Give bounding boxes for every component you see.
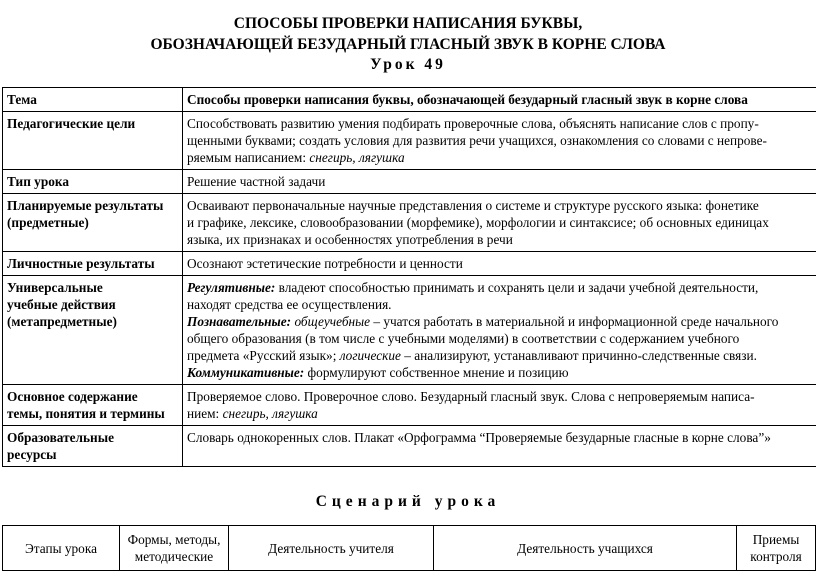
lesson-stages-table [2,525,816,571]
cognitive-line3a: предмета «Русский язык»; [187,348,340,363]
col-header-stages: Этапы урока [3,526,120,571]
table-row [3,170,816,194]
resources-key-line2: ресурсы [7,447,57,462]
table-row [3,194,816,252]
doc-title-line2: ОБОЗНАЧАЮЩЕЙ БЕЗУДАРНЫЙ ГЛАСНЫЙ ЗВУК В КОРНЕ СЛОВА [0,35,816,55]
cognitive-general-label: общеучебные [294,314,370,329]
table-header-row [3,526,816,571]
lesson-info-table [2,87,816,467]
table-row [3,276,816,385]
lesson-number: Урок 49 [0,55,816,75]
row-key-resources [3,426,183,467]
col-header-methods-line1: Формы, методы, [128,532,221,547]
planned-key-line1: Планируемые результаты [7,198,163,213]
planned-line1: Осваивают первоначальные научные представления о системе и структуре русского языка: фонетике [187,198,759,213]
row-value-type: Решение частной задачи [183,170,816,194]
row-value-topic: Способы проверки написания буквы, обозначающей безударный гласный звук в корне слова [183,88,816,112]
row-key-type: Тип урока [3,170,183,194]
row-key-goals: Педагогические цели [3,112,183,170]
universal-key-line3: (метапредметные) [7,314,117,329]
goals-line1: Способствовать развитию умения подбирать проверочные слова, объяснять написание слов с пропу- [187,116,759,131]
resources-key-line1: Образовательные [7,430,114,445]
col-header-teacher: Деятельность учителя [229,526,434,571]
communicative-label: Коммуникативные: [187,365,304,380]
doc-title-line1: СПОСОБЫ ПРОВЕРКИ НАПИСАНИЯ БУКВЫ, [0,14,816,34]
table-row [3,252,816,276]
regulative-line2: находят средства ее осуществления. [187,297,392,312]
col-header-control-line1: Приемы [753,532,800,547]
row-key-universal [3,276,183,385]
universal-key-line1: Универсальные [7,280,103,295]
planned-key-line2: (предметные) [7,215,89,230]
table-row [3,88,816,112]
col-header-methods [120,526,229,571]
cognitive-line1: – учатся работать в материальной и информационной среде начального [370,314,778,329]
goals-line3: ряемым написанием: [187,150,309,165]
goals-line2: щенными буквами; создать условия для развития речи учащихся, ознакомления со словами с непрове- [187,133,767,148]
row-value-content [183,385,816,426]
table-row [3,112,816,170]
content-key-line1: Основное содержание [7,389,138,404]
scenario-title: Сценарий урока [0,493,816,511]
row-value-resources: Словарь однокоренных слов. Плакат «Орфограмма “Проверяемые безударные гласные в корне слова”» [183,426,816,467]
col-header-methods-line2: методические [135,549,213,564]
goals-example-words: снегирь, лягушка [309,150,404,165]
planned-line2: и графике, лексике, словообразовании (морфемике), морфологии и синтаксисе; об основных единицах [187,215,769,230]
cognitive-line3b: – анализируют, устанавливают причинно-следственные связи. [401,348,757,363]
row-key-topic: Тема [3,88,183,112]
table-row [3,385,816,426]
row-value-personal: Осознают эстетические потребности и ценности [183,252,816,276]
row-key-planned [3,194,183,252]
content-key-line2: темы, понятия и термины [7,406,165,421]
regulative-label: Регулятивные: [187,280,275,295]
row-value-goals [183,112,816,170]
row-key-personal: Личностные результаты [3,252,183,276]
col-header-control-line2: контроля [750,549,801,564]
planned-line3: языка, их признаках и особенностях употребления в речи [187,232,513,247]
content-example-words: снегирь, лягушка [223,406,318,421]
cognitive-logical-label: логические [340,348,401,363]
universal-key-line2: учебные действия [7,297,116,312]
cognitive-label: Познавательные: [187,314,291,329]
table-row [3,426,816,467]
cognitive-line2: общего образования (в том числе с учебными моделями) в соответствии с содержанием учебного [187,331,739,346]
content-line1: Проверяемое слово. Проверочное слово. Безударный гласный звук. Слова с непроверяемым написа- [187,389,755,404]
col-header-control [737,526,816,571]
col-header-students: Деятельность учащихся [434,526,737,571]
row-value-universal [183,276,816,385]
communicative-line: формулируют собственное мнение и позицию [304,365,568,380]
content-line2: нием: [187,406,223,421]
regulative-line1: владеют способностью принимать и сохранять цели и задачи учебной деятельности, [275,280,758,295]
row-key-content [3,385,183,426]
row-value-planned [183,194,816,252]
